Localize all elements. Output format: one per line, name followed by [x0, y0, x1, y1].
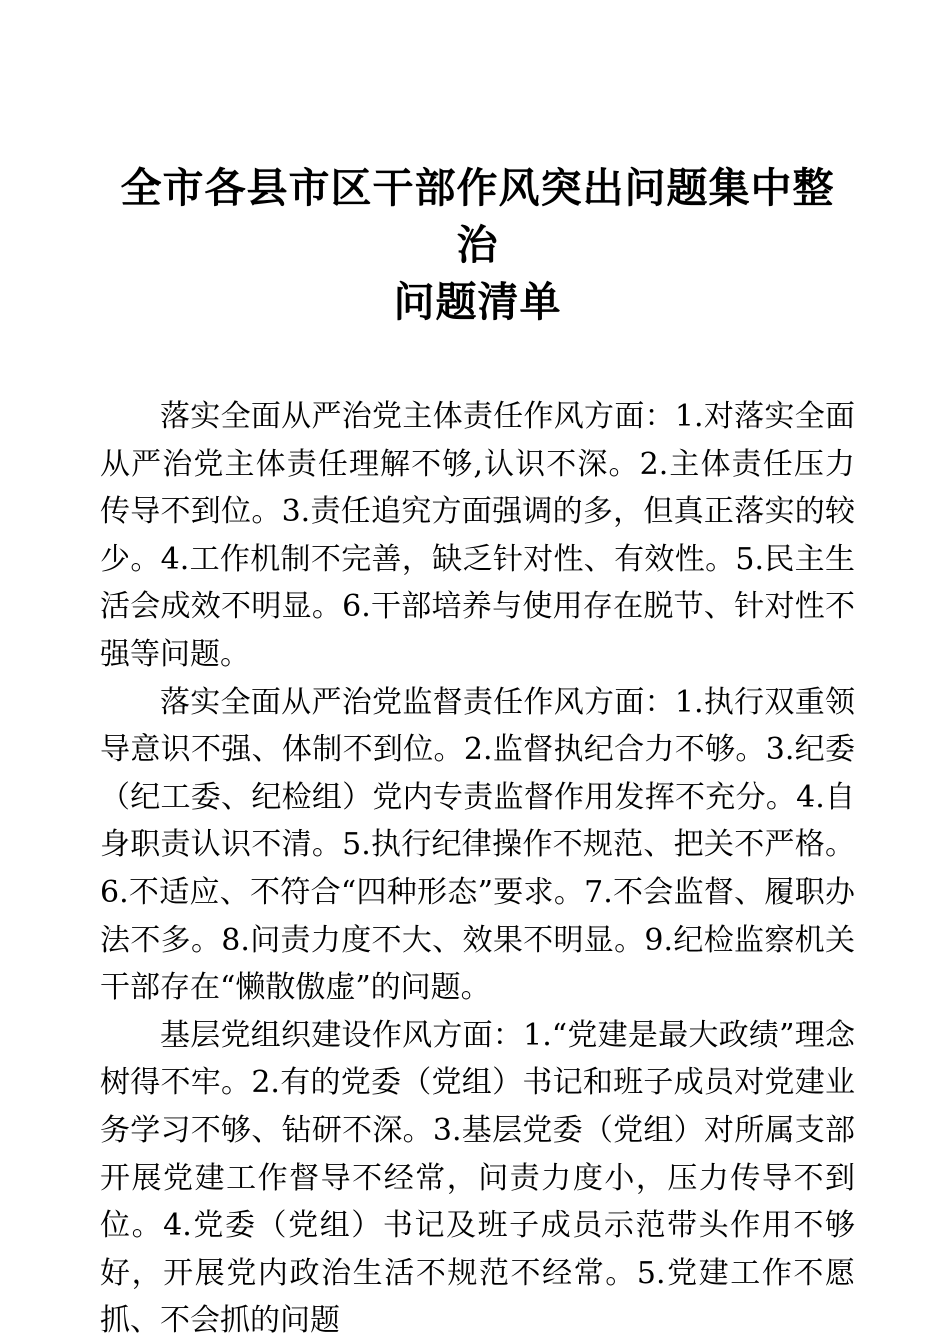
document-title-line-2: 问题清单 — [393, 278, 562, 326]
paragraph-grassroots-party-building: 基层党组织建设作风方面：1.“党建是最大政绩”理念树得不牢。2.有的党委（党组）书记和班子成员对党建业务学习不够、钻研不深。3.基层党委（党组）对所属支部开展党建工作督导不经常，问责力度小，压力传导不到位。4.党委（党组）书记及班子成员示范带头作用不够好，开展党内政治生活不规范不经常。5.党建工作不愿抓、不会抓的问题 — [100, 1017, 855, 1339]
document-body — [100, 393, 855, 1344]
paragraph-supervision-responsibility: 落实全面从严治党监督责任作风方面：1.执行双重领导意识不强、体制不到位。2.监督执纪合力不够。3.纪委（纪工委、纪检组）党内专责监督作用发挥不充分。4.自身职责认识不清。5.执行纪律操作不规范、把关不严格。6.不适应、不符合“四种形态”要求。7.不会监督、履职办法不多。8.问责力度不大、效果不明显。9.纪检监察机关干部存在“懒散傲虚”的问题。 — [100, 684, 855, 1006]
paragraph-main-responsibility: 落实全面从严治党主体责任作风方面：1.对落实全面从严治党主体责任理解不够,认识不深。2.主体责任压力传导不到位。3.责任追究方面强调的多，但真正落实的较少。4.工作机制不完善，缺乏针对性、有效性。5.民主生活会成效不明显。6.干部培养与使用存在脱节、针对性不强等问题。 — [100, 399, 855, 672]
document-title-line-1: 全市各县市区干部作风突出问题集中整治 — [120, 164, 835, 269]
document-title — [100, 160, 855, 331]
